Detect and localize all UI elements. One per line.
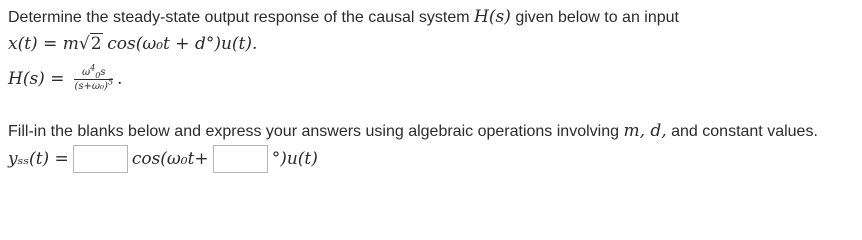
transfer-lhs: H(s) = (8, 69, 65, 89)
denominator-expression: (s+ω₀) (74, 80, 108, 92)
phase-blank-input[interactable] (213, 145, 268, 173)
answer-line (8, 145, 318, 173)
numerator-exponent: 4 (90, 63, 96, 73)
question-tail: given below to an input (515, 9, 679, 26)
equation-period: . (117, 69, 123, 89)
answer-lhs: yₛₛ(t) = (8, 149, 69, 169)
transfer-numerator (79, 63, 108, 80)
question-line-1 (8, 7, 679, 27)
answer-cos-term: cos(ω₀t+ (131, 149, 209, 169)
instructions-line (8, 121, 818, 141)
transfer-function-equation (8, 58, 122, 100)
sqrt-radicand: 2 (90, 34, 102, 54)
denominator-exponent: 5 (107, 77, 114, 87)
transfer-denominator (74, 77, 114, 92)
omega-symbol: ω (82, 66, 91, 78)
amplitude-blank-input[interactable] (73, 145, 128, 173)
system-symbol: H(s) (474, 7, 511, 27)
input-signal-equation (8, 33, 257, 54)
input-rhs: cos(ω₀t + d°)u(t). (107, 34, 258, 54)
transfer-fraction (74, 63, 114, 92)
question-text: Determine the steady-state output response of the causal system (8, 9, 470, 26)
omega-subscript: 0 (95, 70, 101, 80)
instructions-tail: and constant values. (671, 123, 818, 140)
numerator-variable: s (100, 66, 106, 78)
input-lhs: x(t) = m (8, 34, 79, 54)
answer-end: °)u(t) (271, 149, 318, 169)
sqrt-symbol: √ 2 (78, 34, 102, 54)
instructions-vars: m, d, (623, 121, 667, 141)
instructions-text: Fill-in the blanks below and express your answers using algebraic operations involving (8, 123, 619, 140)
